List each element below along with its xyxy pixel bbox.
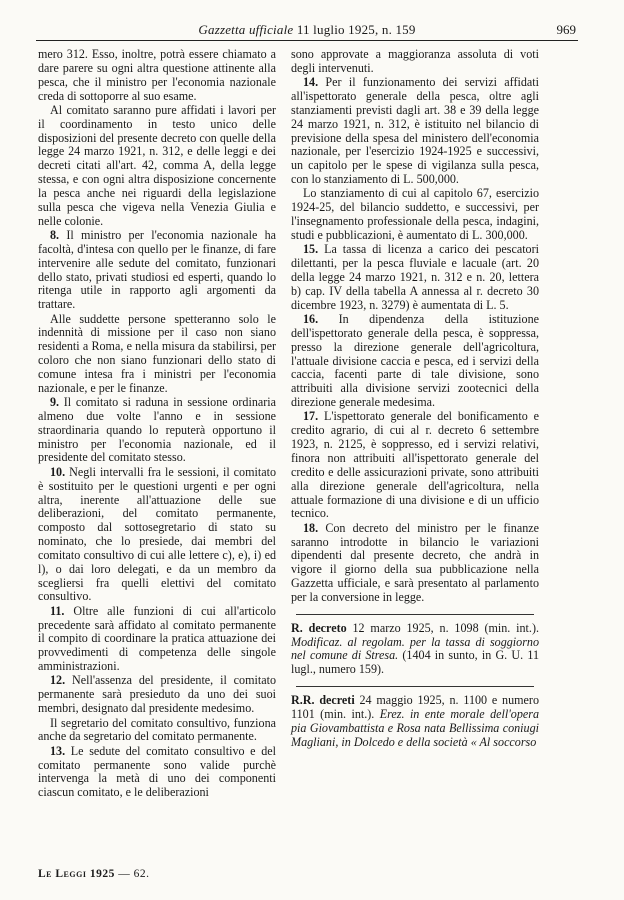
paragraph — [38, 717, 276, 745]
page-header — [36, 22, 578, 41]
article-number: 18. — [303, 520, 319, 535]
decree-details: 12 marzo 1925, n. 1098 (min. int.). — [346, 620, 539, 635]
article-paragraph — [38, 605, 276, 674]
page-number: 969 — [556, 22, 576, 37]
article-paragraph — [291, 522, 539, 605]
article-paragraph — [38, 396, 276, 465]
paragraph-text: Il ministro per l'economia nazionale ha facoltà, d'intesa con quello per le finanze, di fare intervenire alle sedute del comitato, funzionari dello stato, privati studiosi ed esperti, quando lo ritenga utile in rapporto agli argomenti da trattare. — [38, 227, 276, 312]
article-paragraph — [291, 313, 539, 410]
article-number: 12. — [50, 673, 66, 688]
paragraph-text: Il segretario del comitato consultivo, funziona anche da segretario del comitato permanente. — [38, 715, 276, 744]
section-divider — [296, 614, 534, 615]
decree-subject: Modificaz. al regolam. per la tassa di soggiorno nel comune di Stresa. — [291, 634, 539, 663]
article-number: 14. — [303, 75, 319, 90]
paragraph-text: Alle suddette persone spetteranno solo le indennità di missione per il caso non siano residenti a Roma, e nella misura da stabilirsi, per coloro che non siano funzionari dello stato di comune intesa fra i ministri per l'economia nazionale, e per le finanze. — [38, 311, 276, 395]
article-paragraph — [38, 674, 276, 716]
decree-summary — [291, 622, 539, 677]
left-column — [38, 48, 276, 801]
paragraph-text: sono approvate a maggioranza assoluta di voti degli intervenuti. — [291, 47, 539, 75]
article-number: 10. — [50, 464, 66, 479]
article-paragraph — [291, 243, 539, 312]
decree-lead: R. decreto — [291, 620, 347, 635]
decree-lead: R.R. decreti — [291, 693, 355, 708]
article-number: 8. — [50, 227, 60, 242]
article-paragraph — [38, 229, 276, 312]
article-paragraph — [291, 76, 539, 187]
paragraph-text: Per il funzionamento dei servizi affidati all'ispettorato generale della pesca, oltre agli stanziamenti previsti dagli art. 38 e 39 della legge 24 marzo 1921, n. 312, è istituito nel bilancio di previsione della spesa del ministero dell'economia nazionale, per l'esercizio 1924-1925 e successivi, un capitolo per le spese di vigilanza sulla pesca, con lo stanziamento di L. 500,000. — [291, 75, 539, 187]
paragraph-text: L'ispettorato generale del bonificamento e credito agrario, di cui al r. decreto 6 settembre 1923, n. 2125, è soppresso, ed i servizi relativi, finora non attribuiti all'ispettorato generale del credito e delle assicurazioni private, sono attribuiti alla direzione generale dell'agricoltura, nella attuale formazione di una divisione e di un ufficio tecnico. — [291, 409, 539, 521]
article-paragraph — [291, 410, 539, 521]
decree-subject: Erez. in ente morale dell'opera pia Giovambattista e Rosa nata Bellissima coniugi Magliani, in Dolcedo e della società « Al soccorso — [291, 706, 540, 749]
decree-reference: (1404 in sunto, in G. U. 11 lugl., numero 159). — [291, 648, 539, 677]
paragraph — [291, 48, 539, 76]
article-number: 9. — [50, 395, 60, 410]
issue-date: 11 luglio 1925, n. 159 — [296, 22, 416, 37]
footer-label: Le Leggi 1925 — [38, 868, 115, 880]
article-number: 11. — [50, 603, 65, 618]
article-number: 15. — [303, 242, 319, 257]
footer-page: — 62. — [118, 868, 150, 880]
section-divider — [296, 686, 534, 687]
paragraph — [38, 48, 276, 103]
paragraph-text: mero 312. Esso, inoltre, potrà essere chiamato a dare parere su ogni altra questione attinente alla pesca, che il ministro per l'economia nazionale creda di sottoporre al suo esame. — [38, 47, 276, 103]
header-title-line — [36, 22, 578, 38]
paragraph-text: Al comitato saranno pure affidati i lavori per il coordinamento in testo unico delle disposizioni del presente decreto con quelle della legge 24 marzo 1921, n. 312, e delle leggi e dei decreti citati all'art. 42, comma A, della legge stessa, e con ogni altra disposizione concernente la pesca anche nei riguardi della legislazione sulla pesca che vigeva nella Venezia Giulia e nelle colonie. — [38, 102, 276, 228]
page-footer — [38, 868, 149, 880]
article-number: 16. — [303, 312, 319, 327]
paragraph-text: Negli intervalli fra le sessioni, il comitato è sostituito per le questioni urgenti e per ogni altra, inerente all'attuazione delle sue deliberazioni, del comitato permanente, composto dal sottosegretario di stato su nominato, che lo presiede, dai membri del comitato consultivo di cui alle lettere c), e), i) ed l), o dai loro delegati, e da un membro da scegliersi fra quelli elettivi del comitato consultivo. — [38, 464, 276, 604]
paragraph-text: Il comitato si raduna in sessione ordinaria almeno due volte l'anno e in sessione straordinaria quando lo reputerà opportuno il ministro per l'economia nazionale, ed il presidente del comitato stesso. — [38, 395, 276, 465]
paragraph-text: Oltre alle funzioni di cui all'articolo precedente sarà affidato al comitato permanente il compito di coordinare la pratica attuazione dei provvedimenti di competenza delle singole amministrazioni. — [38, 603, 276, 674]
paragraph — [38, 313, 276, 396]
article-number: 17. — [303, 409, 319, 424]
paragraph — [291, 187, 539, 242]
decree-details: 24 maggio 1925, n. 1100 e numero 1101 (min. int.). — [291, 693, 539, 721]
paragraph-text: La tassa di licenza a carico dei pescatori dilettanti, per la pesca fluviale e lacuale (art. 20 della legge 24 marzo 1921, n. 312 e n. 20, lettera b) cap. IV della tabella A annessa al r. decreto 30 dicembre 1923, n. 3279) è aumentata di L. 5. — [291, 242, 539, 312]
article-paragraph — [38, 466, 276, 604]
paragraph-text: Le sedute del comitato consultivo e del comitato permanente sono valide purchè intervenga la metà di uno dei componenti ciascun comitato, e le deliberazioni — [38, 743, 276, 800]
gazette-title: Gazzetta ufficiale — [198, 22, 294, 37]
paragraph — [38, 104, 276, 229]
article-number: 13. — [50, 743, 66, 758]
paragraph-text: Nell'assenza del presidente, il comitato permanente sarà presieduto da uno dei suoi membri, designato dal presidente medesimo. — [38, 673, 276, 716]
article-paragraph — [38, 745, 276, 800]
paragraph-text: Con decreto del ministro per le finanze saranno introdotte in bilancio le variazioni dipendenti dal presente decreto, che andrà in vigore il giorno della sua pubblicazione nella Gazzetta ufficiale, e sarà presentato al parlamento per la conversione in legge. — [291, 520, 539, 604]
paragraph-text: In dipendenza della istituzione dell'ispettorato generale della pesca, è soppressa, presso la direzione generale dell'agricoltura, l'attuale divisione caccia e pesca, ed i servizi della caccia, facenti parte di tale divisione, sono attribuiti alla divisione servizi zootecnici della direzione generale medesima. — [291, 312, 539, 410]
paragraph-text: Lo stanziamento di cui al capitolo 67, esercizio 1924-25, del bilancio suddetto, e successivi, per l'insegnamento professionale della pesca, indagini, studi e pubblicazioni, è aumentato di L. 300,000. — [291, 186, 539, 242]
right-column — [291, 48, 539, 750]
decree-summary — [291, 694, 539, 749]
